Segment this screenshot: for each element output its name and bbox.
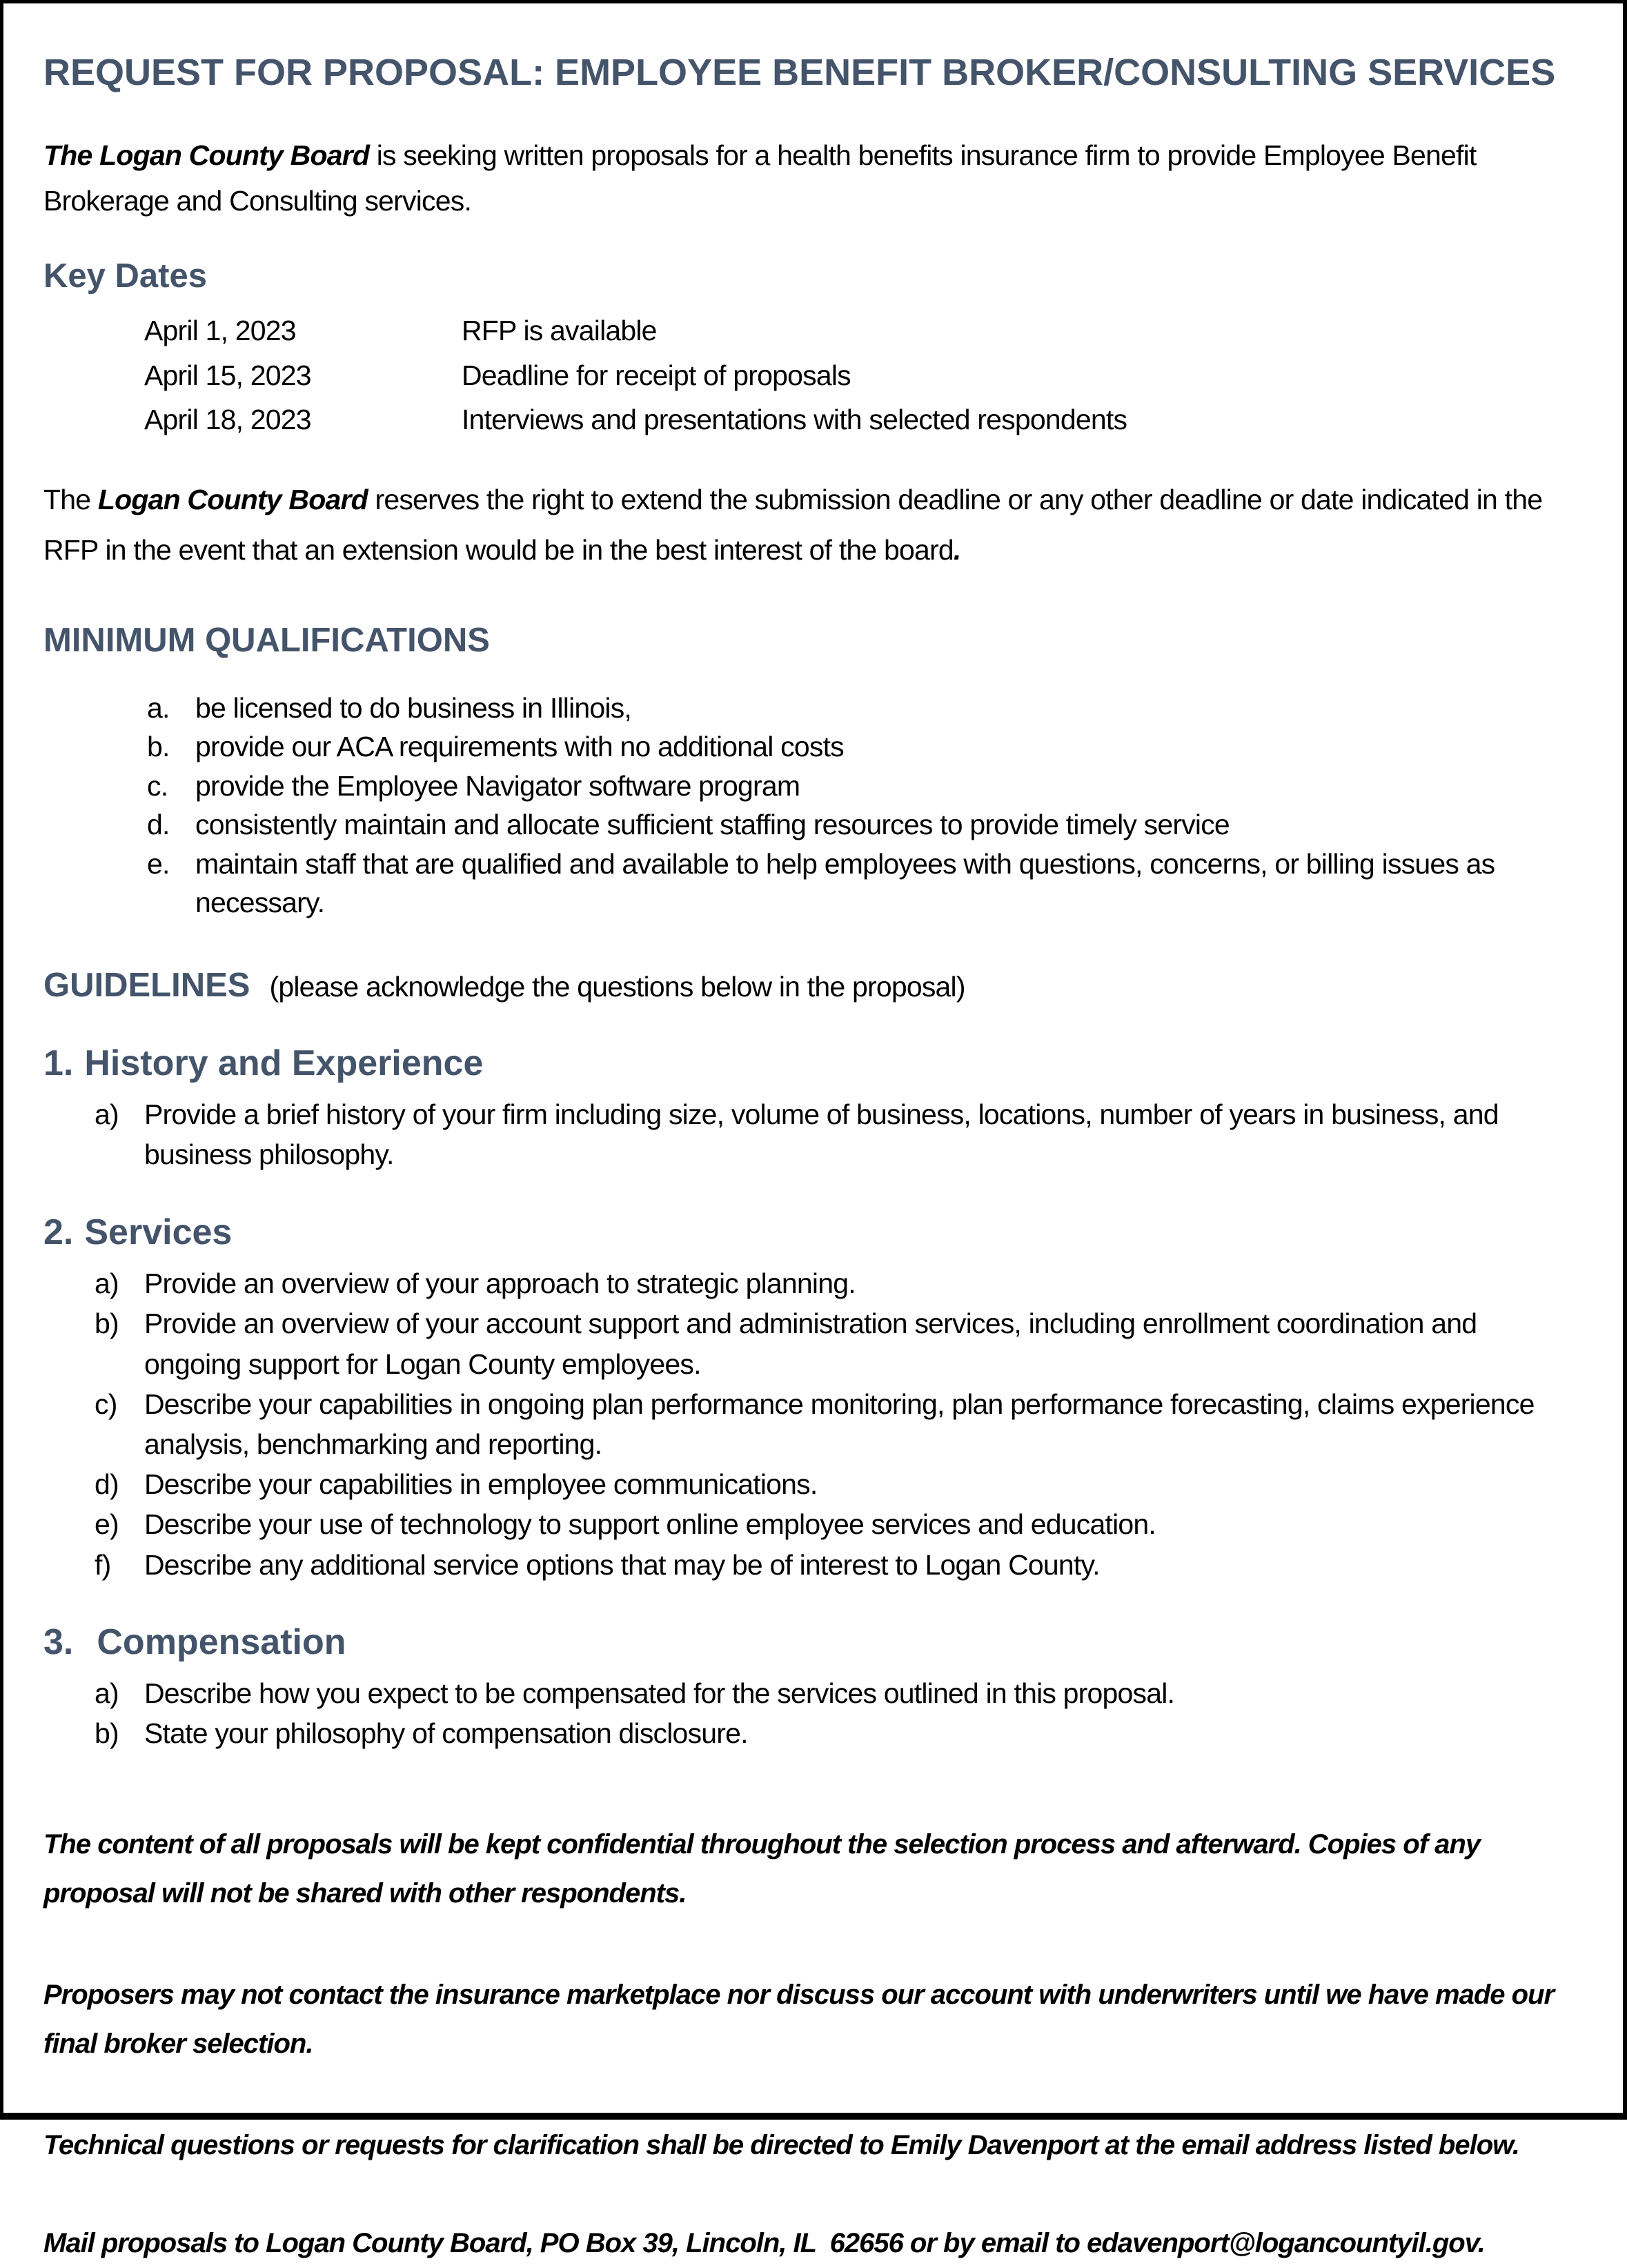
confidentiality-paragraph: The content of all proposals will be kept confidential throughout the selection process and afterward. Copies of any proposal will not be shared with other respondents. [43,1828,1488,1909]
section-title: History and Experience [84,1043,484,1083]
list-item [43,1464,1580,1504]
list-item [43,1263,1580,1303]
list-marker: f) [95,1548,111,1581]
key-date-event: RFP is available [462,315,657,347]
list-marker: d. [147,809,170,841]
intro-org-name: The Logan County Board [43,139,370,171]
document-title: REQUEST FOR PROPOSAL: EMPLOYEE BENEFIT BROKER/CONSULTING SERVICES [43,52,1556,93]
list-item [43,1303,1580,1383]
list-marker: b. [147,731,170,763]
list-marker: a) [95,1268,119,1300]
list-item-text: Provide an overview of your approach to strategic planning. [144,1268,856,1300]
extension-period: . [953,533,961,566]
extension-pre: The [43,484,98,516]
intro-paragraph [43,132,1580,224]
list-marker: c) [95,1388,117,1420]
guidelines-section-compensation [43,1621,1580,1754]
list-item-text: State your philosophy of compensation disclosure. [144,1717,748,1750]
list-item [43,1094,1580,1174]
list-item [43,1673,1580,1713]
list-item [43,845,1580,923]
key-date-event: Deadline for receipt of proposals [462,359,851,391]
list-item-text: be licensed to do business in Illinois, [195,691,632,724]
list-item [43,689,1580,728]
list-item-text: Describe any additional service options that may be of interest to Logan County. [144,1548,1100,1581]
closing-paragraphs [43,1820,1580,2268]
list-item-text: Describe how you expect to be compensated for the services outlined in this proposal. [144,1677,1175,1710]
key-date-row [43,308,1580,353]
list-item [43,1545,1580,1585]
minimum-qualifications-list [43,689,1580,923]
list-item [43,1384,1580,1464]
mail-proposals-paragraph: Mail proposals to Logan County Board, PO Box 39, Lincoln, IL 62656 or by email to edavenport@logancountyil.gov. [43,2227,1485,2258]
key-date-value: April 15, 2023 [144,359,311,391]
guidelines-note: (please acknowledge the questions below in the proposal) [269,971,965,1003]
guidelines-section-history [43,1042,1580,1175]
list-item [43,1504,1580,1544]
technical-questions-paragraph: Technical questions or requests for clarification shall be directed to Emily Davenport at the email address listed below. [43,2130,1519,2161]
list-marker: c. [147,769,168,802]
list-marker: e. [147,847,170,880]
section-number: 2. [43,1212,74,1252]
list-marker: a) [95,1098,119,1131]
extension-paragraph [43,475,1580,574]
list-item [43,727,1580,767]
list-marker: b) [95,1308,119,1340]
extension-text: reserves the right to extend the submission deadline or any other deadline or date indicated in the RFP in the event that an extension would be in the best interest of the board [43,484,1543,566]
no-contact-paragraph: Proposers may not contact the insurance marketplace nor discuss our account with underwriters until we have made our final broker selection. [43,1980,1561,2060]
key-dates-heading: Key Dates [43,257,207,295]
key-date-row [43,353,1580,397]
guidelines-heading: GUIDELINES [43,967,250,1005]
section-heading-compensation [43,1621,1580,1664]
section-title: Compensation [97,1621,346,1662]
list-marker: d) [95,1468,119,1501]
section-number: 3. [43,1621,74,1662]
list-item-text: provide the Employee Navigator software program [195,769,800,802]
list-item [43,1713,1580,1753]
list-item-text: maintain staff that are qualified and available to help employees with questions, concerns, or billing issues as necessary. [195,847,1495,919]
extension-org-name: Logan County Board [97,484,368,516]
list-marker: e) [95,1508,119,1541]
list-item [43,805,1580,845]
list-marker: b) [95,1717,119,1750]
list-item-text: Provide an overview of your account support and administration services, including enrollment coordination and ongoing support for Logan County employees. [144,1308,1477,1380]
section-title: Services [84,1212,233,1252]
section-number: 1. [43,1043,74,1083]
key-date-value: April 18, 2023 [144,404,311,436]
key-date-row [43,397,1580,442]
list-item-text: consistently maintain and allocate sufficient staffing resources to provide timely service [195,809,1230,841]
key-date-event: Interviews and presentations with selected respondents [462,404,1127,436]
list-item-text: Describe your capabilities in ongoing plan performance monitoring, plan performance forecasting, claims experience analysis, benchmarking and reporting. [144,1388,1535,1460]
list-item-text: provide our ACA requirements with no additional costs [195,731,844,763]
list-item-text: Describe your capabilities in employee communications. [144,1468,818,1501]
key-date-value: April 1, 2023 [144,315,296,347]
section-heading-services [43,1211,1580,1254]
list-marker: a. [147,691,170,724]
key-dates-table [43,308,1580,442]
intro-text: is seeking written proposals for a health benefits insurance firm to provide Employee Benefit Brokerage and Consulting services. [43,139,1477,217]
guidelines-heading-row [43,965,1580,1006]
section-heading-history [43,1042,1580,1085]
list-item-text: Provide a brief history of your firm including size, volume of business, locations, number of years in business, and business philosophy. [144,1098,1499,1171]
list-item [43,767,1580,806]
list-item-text: Describe your use of technology to support online employee services and education. [144,1508,1156,1541]
guidelines-section-services [43,1211,1580,1585]
list-marker: a) [95,1677,119,1710]
minimum-qualifications-heading: MINIMUM QUALIFICATIONS [43,621,490,659]
